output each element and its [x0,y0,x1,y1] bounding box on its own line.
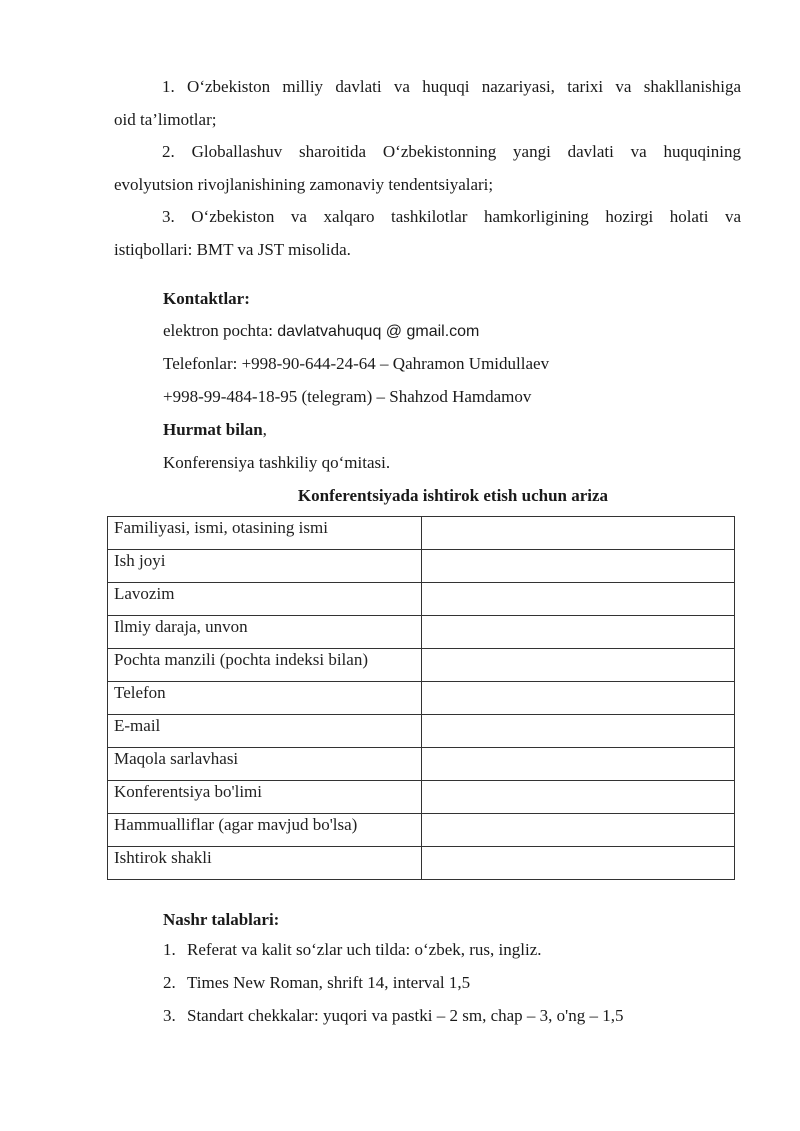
regards-comma: , [262,420,267,439]
form-field-value[interactable] [422,715,735,748]
form-row [108,715,735,748]
topic-item-3-line-2: istiqbollari: BMT va JST misolida. [114,240,351,259]
form-field-value[interactable] [422,616,735,649]
committee-signature: Konferensiya tashkiliy qo‘mitasi. [163,453,391,472]
form-row [108,748,735,781]
requirement-item [163,939,623,972]
form-row [108,550,735,583]
phone-line-1: Telefonlar: +998-90-644-24-64 – Qahramon Umidullaev [163,354,550,373]
form-field-value[interactable] [422,649,735,682]
regards-line [163,419,267,441]
form-row [108,847,735,880]
requirement-item [163,1005,623,1038]
requirement-number: 2. [163,973,176,992]
topic-item-1-line-2: oid ta’limotlar; [114,110,217,129]
form-row [108,814,735,847]
application-form-table [107,516,735,880]
form-field-label: Hammualliflar (agar mavjud bo'lsa) [108,814,422,847]
requirement-number: 1. [163,940,176,959]
requirement-text: Standart chekkalar: yuqori va pastki – 2 sm, chap – 3, o'ng – 1,5 [187,1006,624,1025]
form-field-value[interactable] [422,814,735,847]
requirement-text: Times New Roman, shrift 14, interval 1,5 [187,973,471,992]
form-field-label: Ilmiy daraja, unvon [108,616,422,649]
requirement-text: Referat va kalit so‘zlar uch tilda: o‘zbek, rus, ingliz. [187,940,542,959]
topic-item-1 [114,76,741,131]
topic-item-2 [114,141,741,196]
topic-item-3 [114,206,741,261]
requirements-heading: Nashr talablari: [163,910,280,929]
form-row [108,649,735,682]
form-row [108,682,735,715]
topic-item-2-line-1: 2. Globallashuv sharoitida O‘zbekistonning yangi davlati va huquqining [162,142,741,161]
form-field-label: Lavozim [108,583,422,616]
email-label: elektron pochta: [163,321,278,340]
form-row [108,781,735,814]
requirement-item [163,972,623,1005]
form-field-label: Pochta manzili (pochta indeksi bilan) [108,649,422,682]
email-line [163,320,479,343]
contacts-heading: Kontaktlar: [163,289,250,308]
form-row [108,517,735,550]
form-field-label: Ishtirok shakli [108,847,422,880]
form-field-value[interactable] [422,517,735,550]
topic-item-1-line-1: 1. O‘zbekiston milliy davlati va huquqi nazariyasi, tarixi va shakllanishiga [162,77,741,96]
phone-line-2: +998-99-484-18-95 (telegram) – Shahzod Hamdamov [163,387,532,406]
form-field-value[interactable] [422,583,735,616]
form-field-label: Maqola sarlavhasi [108,748,422,781]
form-field-label: Konferentsiya bo'limi [108,781,422,814]
form-field-label: Telefon [108,682,422,715]
form-field-label: E-mail [108,715,422,748]
form-field-value[interactable] [422,682,735,715]
topic-item-2-line-2: evolyutsion rivojlanishining zamonaviy tendentsiyalari; [114,175,494,194]
topic-item-3-line-1: 3. O‘zbekiston va xalqaro tashkilotlar hamkorligining hozirgi holati va [162,207,741,226]
form-field-value[interactable] [422,748,735,781]
form-field-label: Familiyasi, ismi, otasining ismi [108,517,422,550]
form-field-value[interactable] [422,781,735,814]
regards-bold: Hurmat bilan [163,420,263,439]
requirements-list [163,939,623,1038]
email-link[interactable]: davlatvahuquq @ gmail.com [277,323,480,340]
form-field-value[interactable] [422,550,735,583]
form-title: Konferentsiyada ishtirok etish uchun ariza [297,486,609,505]
form-row [108,616,735,649]
form-field-label: Ish joyi [108,550,422,583]
form-row [108,583,735,616]
form-field-value[interactable] [422,847,735,880]
requirement-number: 3. [163,1006,176,1025]
